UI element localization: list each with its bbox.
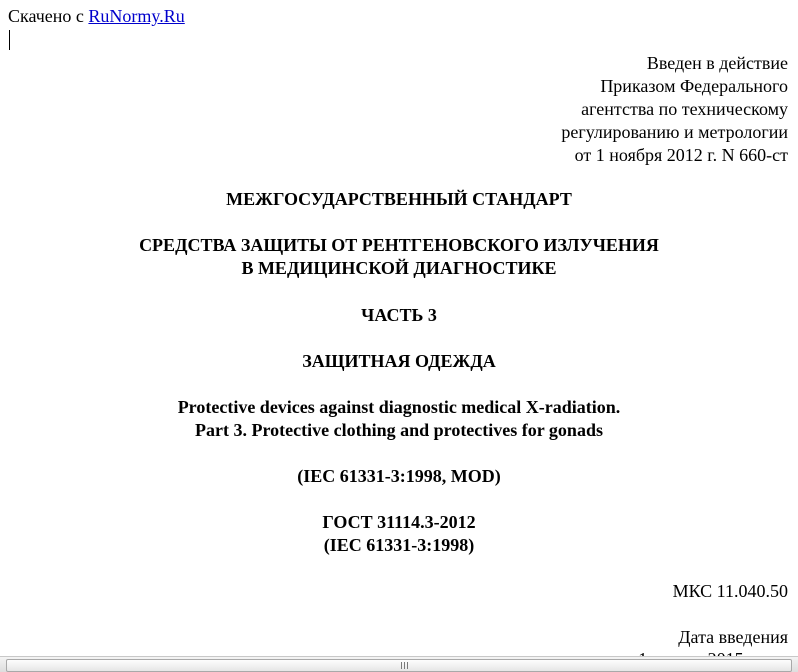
horizontal-scrollbar[interactable] bbox=[0, 656, 798, 672]
source-line bbox=[8, 6, 185, 26]
subtitle-ru: ЗАЩИТНАЯ ОДЕЖДА bbox=[302, 351, 496, 371]
iec-mod-reference: (IEC 61331-3:1998, MOD) bbox=[297, 466, 501, 486]
gost-iec-reference: (IEC 61331-3:1998) bbox=[323, 535, 475, 555]
source-link[interactable]: RuNormy.Ru bbox=[88, 6, 185, 26]
doc-type-heading: МЕЖГОСУДАРСТВЕННЫЙ СТАНДАРТ bbox=[226, 189, 572, 209]
part-heading: ЧАСТЬ 3 bbox=[361, 305, 437, 325]
enactment-line-4: регулированию и метрологии bbox=[561, 122, 788, 142]
intro-date-label: Дата введения bbox=[678, 627, 788, 647]
scrollbar-thumb[interactable] bbox=[6, 659, 792, 672]
gost-number: ГОСТ 31114.3-2012 bbox=[322, 512, 476, 532]
title-ru-line-2: В МЕДИЦИНСКОЙ ДИАГНОСТИКЕ bbox=[241, 258, 557, 278]
mks-code: МКС 11.040.50 bbox=[672, 581, 788, 601]
title-en-line-2: Part 3. Protective clothing and protectives for gonads bbox=[195, 420, 603, 440]
enactment-line-5: от 1 ноября 2012 г. N 660-ст bbox=[574, 145, 788, 165]
grip-icon bbox=[401, 662, 409, 669]
title-en-line-1: Protective devices against diagnostic medical X-radiation. bbox=[177, 397, 621, 417]
enactment-line-3: агентства по техническому bbox=[581, 99, 788, 119]
enactment-line-1: Введен в действие bbox=[646, 53, 788, 73]
enactment-line-2: Приказом Федерального bbox=[600, 76, 788, 96]
text-cursor bbox=[9, 30, 10, 50]
source-prefix: Скачено с bbox=[8, 6, 89, 26]
title-ru-line-1: СРЕДСТВА ЗАЩИТЫ ОТ РЕНТГЕНОВСКОГО ИЗЛУЧЕНИЯ bbox=[139, 235, 659, 255]
enactment-block bbox=[561, 52, 788, 167]
